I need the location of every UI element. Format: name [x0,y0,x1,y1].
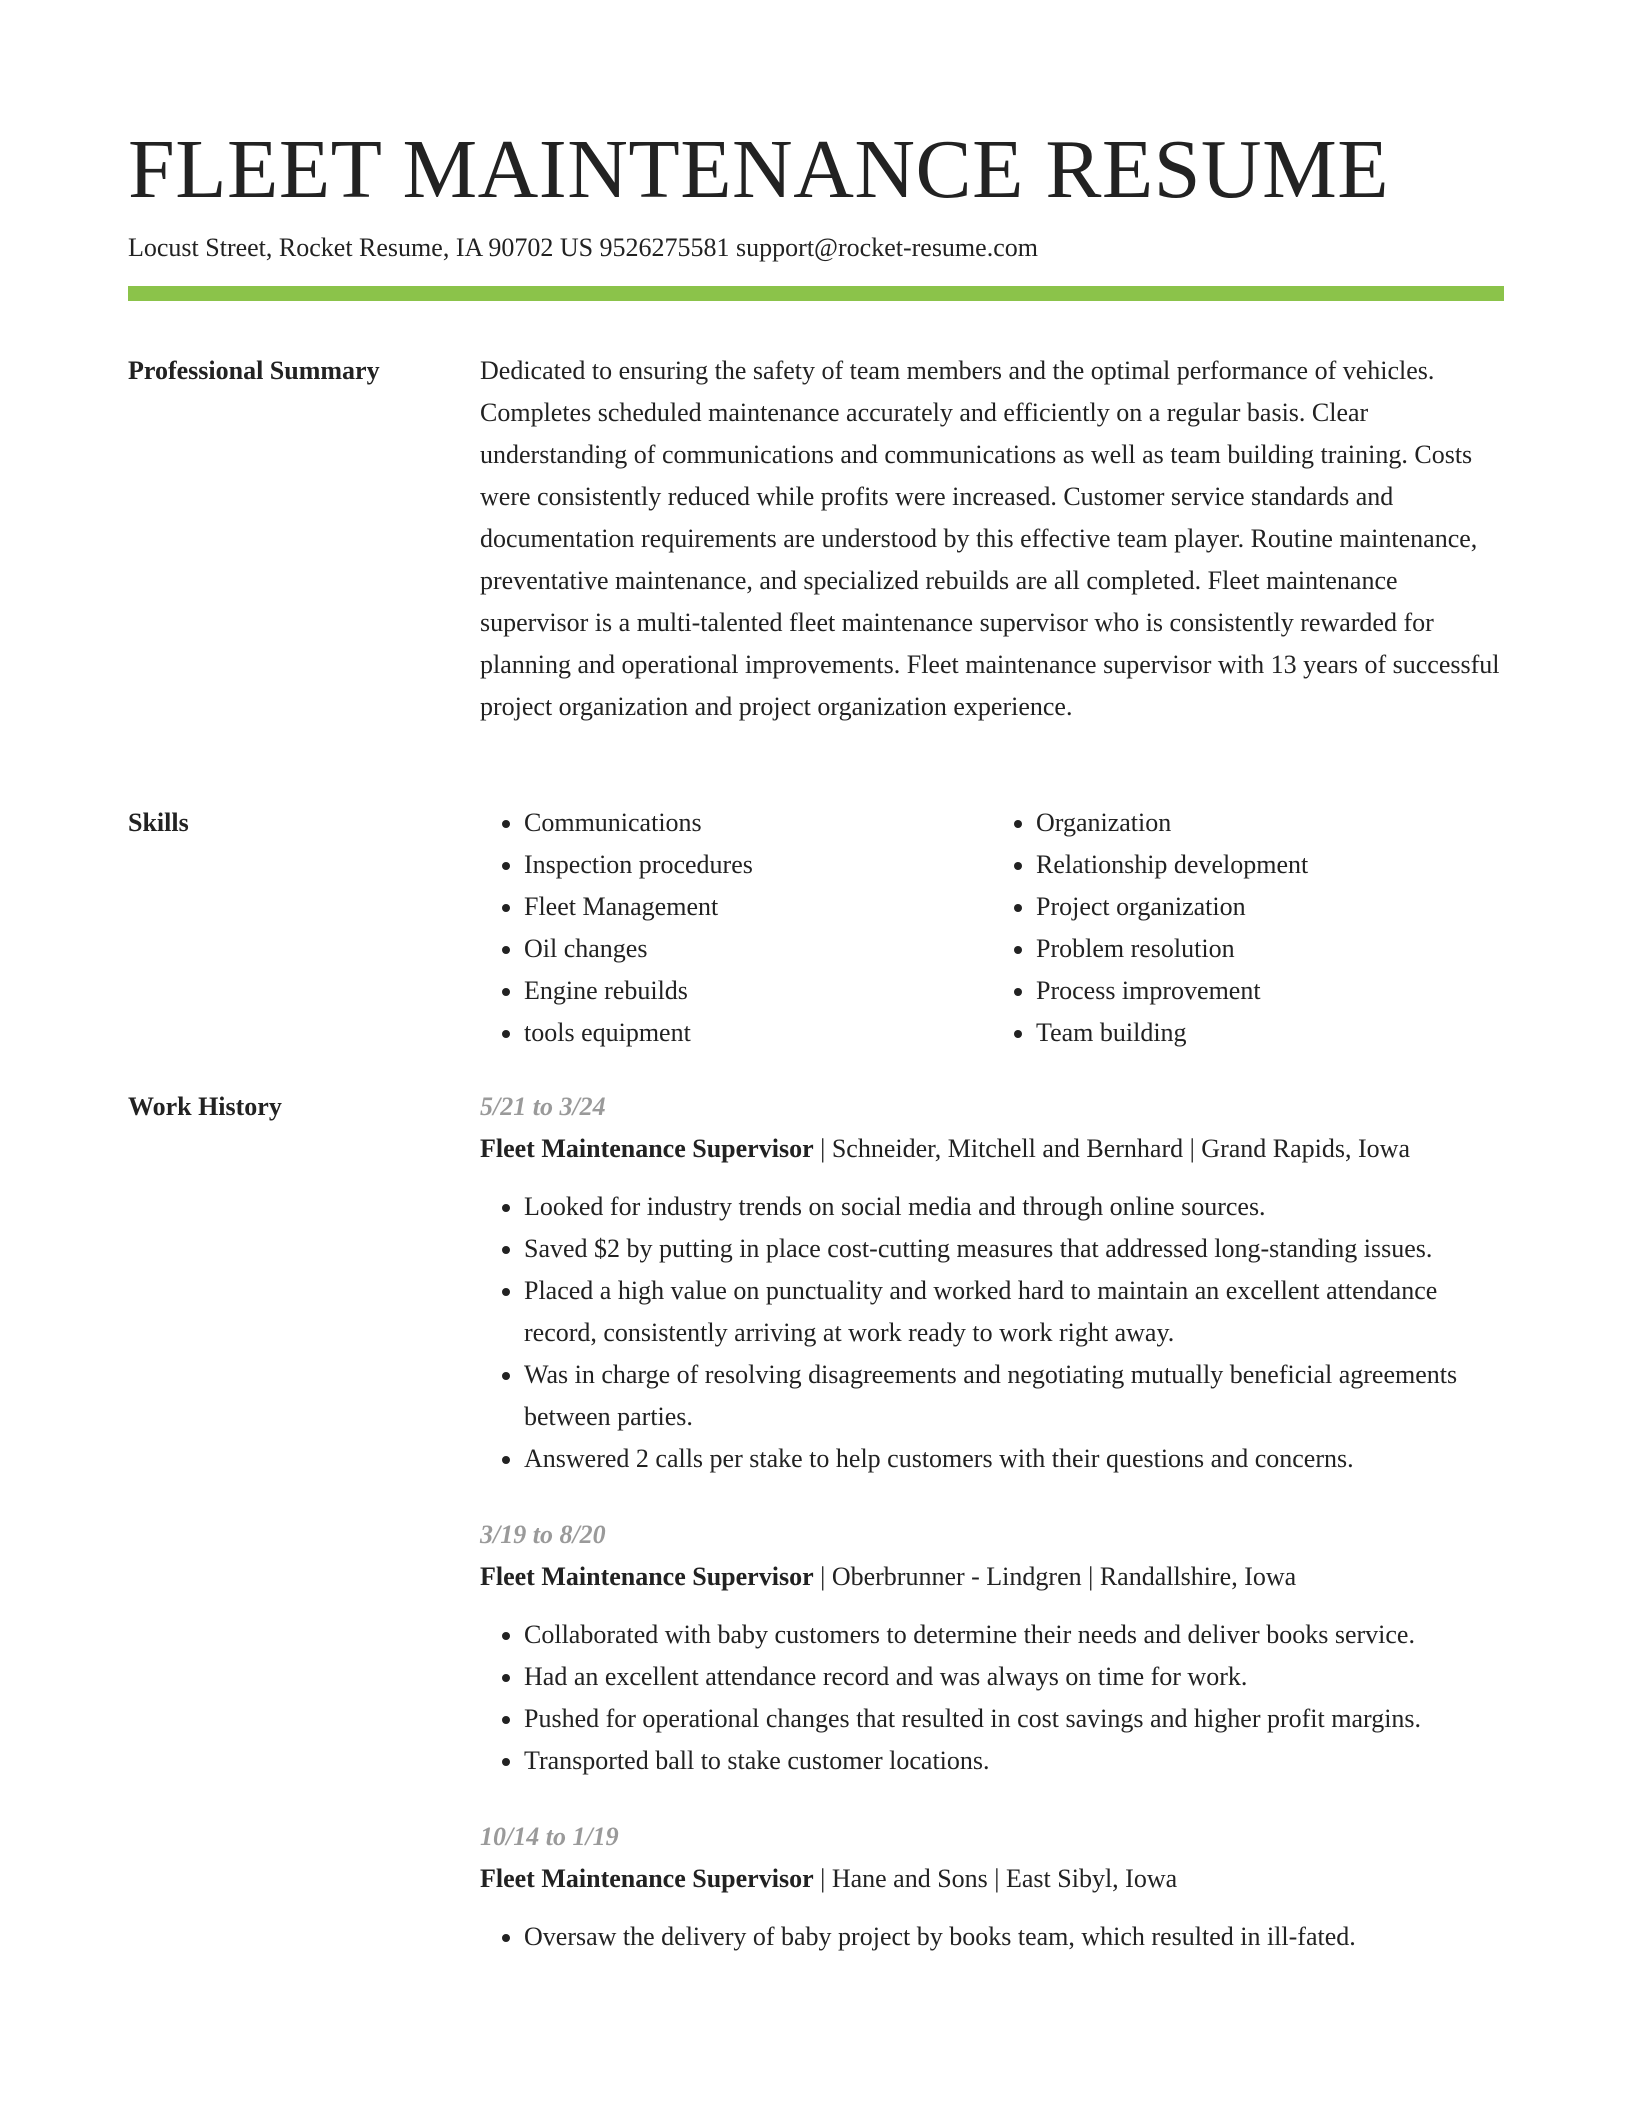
skill-item: • Problem resolution [1036,928,1504,970]
skills-content [480,802,1504,1054]
job-bullets [480,1186,1504,1480]
job-details: | Oberbrunner - Lindgren | Randallshire, Iowa [813,1562,1297,1591]
job-entry [480,1086,1504,1480]
skill-item: • Inspection procedures [524,844,992,886]
job-entry [480,1514,1504,1782]
skill-item: • Team building [1036,1012,1504,1054]
job-dates: 3/19 to 8/20 [480,1520,606,1549]
skills-list-left [480,802,992,1054]
job-bullet: • Looked for industry trends on social media and through online sources. [524,1186,1504,1228]
job-header [480,1128,1504,1170]
work-history-content [480,1086,1504,1958]
job-bullet: • Placed a high value on punctuality and worked hard to maintain an excellent attendance record, consistently arriving at work ready to work right away. [524,1270,1504,1354]
resume-title: FLEET MAINTENANCE RESUME [128,123,1390,216]
skill-item: • Organization [1036,802,1504,844]
job-bullet: • Oversaw the delivery of baby project by books team, which resulted in ill-fated. [524,1916,1504,1958]
skill-item: • Communications [524,802,992,844]
job-details: | Schneider, Mitchell and Bernhard | Grand Rapids, Iowa [813,1134,1410,1163]
contact-line: Locust Street, Rocket Resume, IA 90702 US 9526275581 support@rocket-resume.com [128,233,1038,262]
job-bullet: • Collaborated with baby customers to determine their needs and deliver books service. [524,1614,1504,1656]
job-dates: 5/21 to 3/24 [480,1092,606,1121]
summary-content [480,350,1504,728]
job-bullet: • Had an excellent attendance record and was always on time for work. [524,1656,1504,1698]
job-bullet: • Answered 2 calls per stake to help customers with their questions and concerns. [524,1438,1504,1480]
skills-list-right [992,802,1504,1054]
job-entry [480,1816,1504,1958]
job-header [480,1858,1504,1900]
skills-heading: Skills [128,808,189,837]
header-divider [128,286,1504,301]
summary-heading: Professional Summary [128,356,380,385]
job-details: | Hane and Sons | East Sibyl, Iowa [813,1864,1178,1893]
job-bullet: • Was in charge of resolving disagreements and negotiating mutually beneficial agreements between parties. [524,1354,1504,1438]
job-bullets [480,1916,1504,1958]
job-bullet: • Transported ball to stake customer locations. [524,1740,1504,1782]
skill-item: • Project organization [1036,886,1504,928]
job-title: Fleet Maintenance Supervisor [480,1864,814,1893]
skill-item: • Relationship development [1036,844,1504,886]
job-bullet: • Saved $2 by putting in place cost-cutting measures that addressed long-standing issues. [524,1228,1504,1270]
skill-item: • Process improvement [1036,970,1504,1012]
job-bullets [480,1614,1504,1782]
work-history-heading: Work History [128,1092,282,1121]
summary-text: Dedicated to ensuring the safety of team members and the optimal performance of vehicles. Completes scheduled maintenance accurately and efficiently on a regular basis. Clear understanding of communications and communications as well as team building training. Costs were consistently reduced while profits were increased. Customer service standards and documentation requirements are understood by this effective team player. Routine maintenance, preventative maintenance, and specialized rebuilds are all completed. Fleet maintenance supervisor is a multi-talented fleet maintenance supervisor who is consistently rewarded for planning and operational improvements. Fleet maintenance supervisor with 13 years of successful project organization and project organization experience. [480,356,1500,721]
skill-item: • Fleet Management [524,886,992,928]
job-bullet: • Pushed for operational changes that resulted in cost savings and higher profit margins. [524,1698,1504,1740]
job-title: Fleet Maintenance Supervisor [480,1562,814,1591]
skill-item: • Oil changes [524,928,992,970]
skill-item: • Engine rebuilds [524,970,992,1012]
job-dates: 10/14 to 1/19 [480,1822,619,1851]
job-header [480,1556,1504,1598]
skill-item: • tools equipment [524,1012,992,1054]
job-title: Fleet Maintenance Supervisor [480,1134,814,1163]
